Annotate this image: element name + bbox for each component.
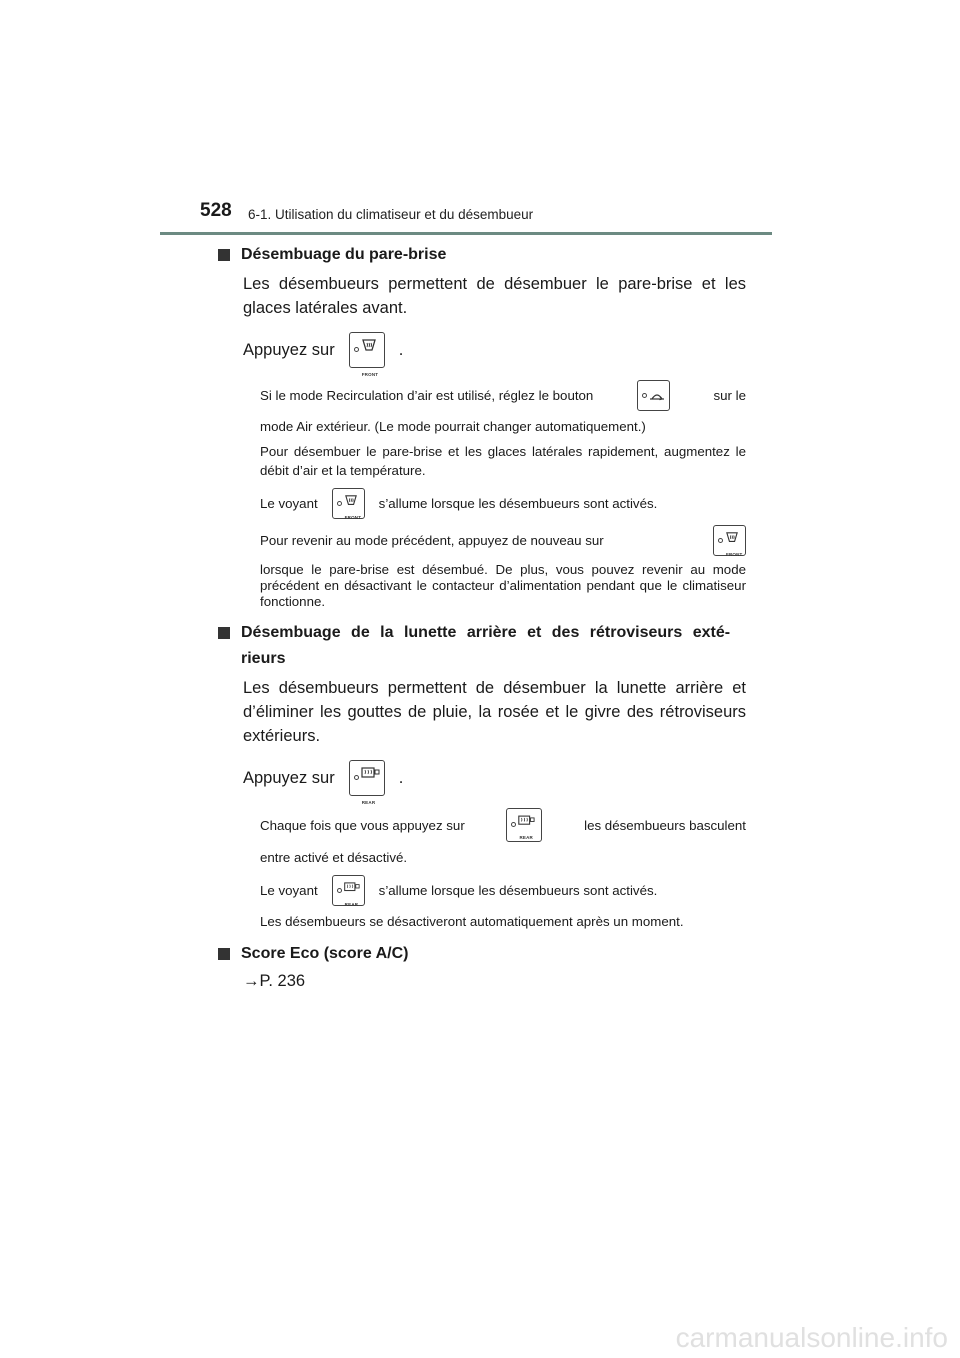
air-recirculation-icon xyxy=(648,390,666,404)
rear-defogger-button: REAR xyxy=(349,760,385,796)
rear-press-instruction: Appuyez sur REAR . xyxy=(243,758,746,798)
windshield-description: Les désembueurs permettent de désembuer le pare-brise et les glaces latérales avant. xyxy=(243,275,746,317)
header-rule xyxy=(160,232,772,235)
rear-defogger-button-small: REAR xyxy=(506,808,542,842)
rear-description: Les désembueurs permettent de désembuer la lunette arrière et d’éliminer les gouttes de pluie, la rosée et le givre des rétroviseurs extérieurs. xyxy=(243,679,746,745)
windshield-note-recirculation: Si le mode Recirculation d’air est utilisé, réglez le bouton sur le xyxy=(260,380,746,411)
section-title-rear: Désembuage de la lunette arrière et des rétroviseurs exté- rieurs xyxy=(218,620,746,672)
section-bullet xyxy=(218,249,230,261)
eco-page-reference[interactable]: →P. 236 xyxy=(243,972,306,990)
front-defroster-icon xyxy=(724,532,740,544)
windshield-note-return: Pour revenir au mode précédent, appuyez de nouveau sur FRONT xyxy=(260,525,746,556)
rear-note-indicator: Le voyant REAR s’allume lorsque les désembueurs sont activés. xyxy=(260,875,746,906)
front-defroster-button-small: FRONT xyxy=(713,525,746,556)
watermark: carmanualsonline.info xyxy=(675,1322,948,1353)
front-defroster-indicator: FRONT xyxy=(332,488,365,519)
page-header xyxy=(0,0,960,240)
windshield-note-return-cont: lorsque le pare-brise est désembué. De plus, vous pouvez revenir au mode précédent en désactivant le contacteur d’alimentation pendant que le climatiseur fonctionne. xyxy=(260,562,746,609)
windshield-note-speed: Pour désembuer le pare-brise et les glaces latérales rapidement, augmentez le débit d’air et la température. xyxy=(260,444,746,478)
front-defroster-icon xyxy=(360,339,378,353)
section-bullet xyxy=(218,627,230,639)
page-number: 528 xyxy=(200,200,232,221)
section-bullet xyxy=(218,948,230,960)
rear-defogger-icon xyxy=(517,815,535,828)
section-title-windshield: Désembuage du pare-brise xyxy=(218,242,746,268)
rear-defogger-icon xyxy=(360,767,380,781)
front-defroster-button: FRONT xyxy=(349,332,385,368)
page-content xyxy=(218,242,746,993)
rear-defogger-indicator: REAR xyxy=(332,875,365,906)
rear-note-auto-off: Les désembueurs se désactiveront automatiquement après un moment. xyxy=(260,914,684,929)
rear-defogger-icon xyxy=(343,882,360,894)
rear-note-toggle-cont: entre activé et désactivé. xyxy=(260,850,408,865)
windshield-press-instruction: Appuyez sur FRONT . xyxy=(243,330,746,370)
windshield-note-recirculation-cont: mode Air extérieur. (Le mode pourrait changer automatiquement.) xyxy=(260,419,646,434)
rear-note-toggle: Chaque fois que vous appuyez sur REAR les désembueurs basculent xyxy=(260,808,746,842)
section-title-eco: Score Eco (score A/C) xyxy=(218,941,746,967)
front-defroster-icon xyxy=(343,495,359,507)
chapter-title: 6-1. Utilisation du climatiseur et du désembueur xyxy=(248,207,534,222)
recirculation-button xyxy=(637,380,670,411)
windshield-note-indicator: Le voyant FRONT s’allume lorsque les désembueurs sont activés. xyxy=(260,488,746,519)
